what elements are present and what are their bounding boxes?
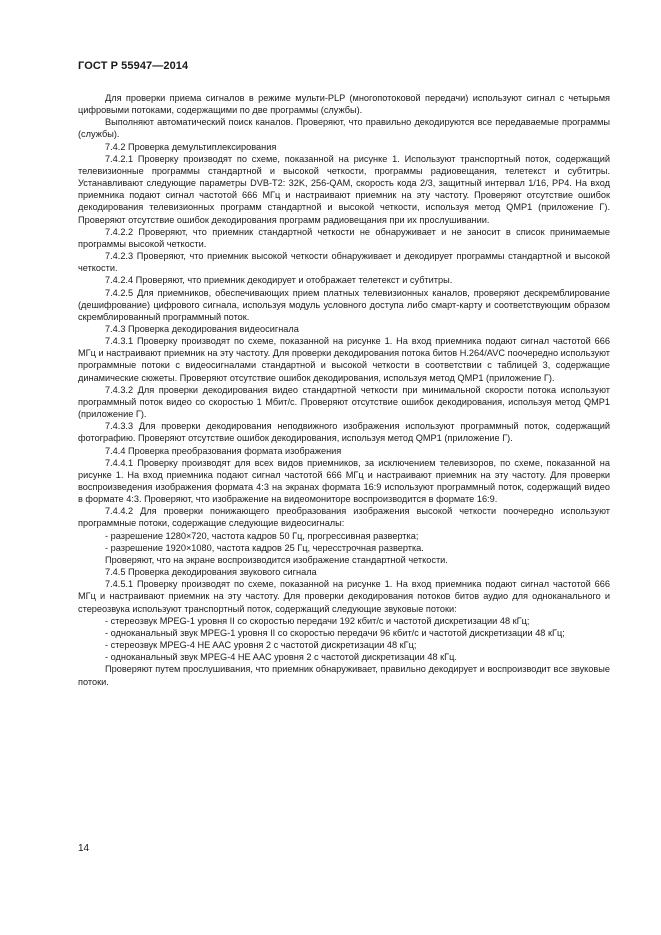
paragraph: 7.4.2.1 Проверку производят по схеме, показанной на рисунке 1. Используют транспортный поток, содержащий телевизионные программы стандартной и высокой четкости, программы радиовещания, телетекст и субтитры. Устанавливают следующие параметры DVB-T2: 32K, 256-QAM, скорость кода 2/3, защитный интервал 1/16, PP4. На вход приемника подают сигнал частотой 666 МГц и настраивают приемник на эту частоту. Проверяют отсутствие ошибок декодирования телевизионных программ стандартной и высокой четкости, используя метод QMP1 (приложение Г). Проверяют отсутствие ошибок декодирования программ радиовещания при их прослушивании. xyxy=(78,153,610,225)
paragraph: 7.4.2.5 Для приемников, обеспечивающих прием платных телевизионных каналов, проверяют дескремблирование (дешифрование) цифрового сигнала, используя модуль условного доступа либо смарт-карту и соответствующим образом скремблированный программный поток. xyxy=(78,287,610,322)
section-heading: 7.4.3 Проверка декодирования видеосигнала xyxy=(105,323,299,334)
paragraph: 7.4.2.2 Проверяют, что приемник стандартной четкости не обнаруживает и не заносит в список принимаемые программы высокой четкости. xyxy=(78,226,610,249)
paragraph: 7.4.2.3 Проверяют, что приемник высокой четкости обнаруживает и декодирует программы стандартной и высокой четкости. xyxy=(78,251,610,274)
page-number: 14 xyxy=(78,843,90,854)
section-heading: 7.4.2 Проверка демультиплексирования xyxy=(105,141,277,152)
paragraph: 7.4.2.4 Проверяют, что приемник декодирует и отображает телетекст и субтитры. xyxy=(105,275,453,286)
section-heading: 7.4.4 Проверка преобразования формата изображения xyxy=(105,445,342,456)
list-item: - разрешение 1280×720, частота кадров 50 Гц, прогрессивная развертка; xyxy=(105,530,419,541)
document-header: ГОСТ Р 55947—2014 xyxy=(78,60,189,72)
paragraph: Проверяют путем прослушивания, что приемник обнаруживает, правильно декодирует и воспроизводит все звуковые потоки. xyxy=(78,664,610,687)
list-item: - разрешение 1920×1080, частота кадров 25 Гц, чересстрочная развертка. xyxy=(105,542,424,553)
paragraph: 7.4.5.1 Проверку производят по схеме, показанной на рисунке 1. На вход приемника подают сигнал частотой 666 МГц и настраивают приемник на эту частоту. Для проверки декодирования потоков битов аудио для одноканального и стереозвука используют транспортный поток, содержащий следующие звуковые потоки: xyxy=(78,579,610,614)
list-item: - одноканальный звук MPEG-1 уровня II со скоростью передачи 96 кбит/с и частотой дискретизации 48 кГц; xyxy=(105,627,565,638)
paragraph: Выполняют автоматический поиск каналов. Проверяют, что правильно декодируются все передаваемые программы (службы). xyxy=(78,117,610,140)
paragraph: 7.4.4.2 Для проверки понижающего преобразования изображения высокой четкости поочередно используют программные потоки, содержащие следующие видеосигналы: xyxy=(78,506,610,529)
list-item: - одноканальный звук MPEG-4 HE AAC уровня 2 с частотой дискретизации 48 кГц. xyxy=(105,652,457,663)
paragraph: 7.4.3.1 Проверку производят по схеме, показанной на рисунке 1. На вход приемника подают сигнал частотой 666 МГц и настраивают приемник на эту частоту. Для проверки декодирования потока битов H.264/AVC поочередно используют программные потоки с видеосигналами стандартной и высокой четкости в соответствии с таблицей 3, содержащие динамические сюжеты. Проверяют отсутствие ошибок декодирования, используя метод QMP1 (приложение Г). xyxy=(78,336,610,383)
paragraph: Проверяют, что на экране воспроизводится изображение стандартной четкости. xyxy=(105,554,448,565)
document-body xyxy=(78,92,610,688)
list-item: - стереозвук MPEG-1 уровня II со скоростью передачи 192 кбит/с и частотой дискретизации 48 кГц; xyxy=(105,615,530,626)
paragraph: 7.4.3.3 Для проверки декодирования неподвижного изображения используют программный поток, содержащий фотографию. Проверяют отсутствие ошибок декодирования, используя метод QMP1 (приложение Г). xyxy=(78,421,610,444)
paragraph: 7.4.4.1 Проверку производят для всех видов приемников, за исключением телевизоров, по схеме, показанной на рисунке 1. На вход приемника подают сигнал частотой 666 МГц и настраивают приемник на эту частоту. Для проверки воспроизведения изображения формата 4:3 на экранах формата 16:9 используют программный поток, содержащий видео в формате 4:3. Проверяют, что изображение на видеомониторе воспроизводится в формате 16:9. xyxy=(78,457,610,505)
section-heading: 7.4.5 Проверка декодирования звукового сигнала xyxy=(105,567,317,578)
paragraph: 7.4.3.2 Для проверки декодирования видео стандартной четкости при минимальной скорости потока используют программный поток видео со скоростью 1 Мбит/с. Проверяют отсутствие ошибок декодирования, используя метод QMP1 (приложение Г). xyxy=(78,384,610,420)
list-item: - стереозвук MPEG-4 HE AAC уровня 2 с частотой дискретизации 48 кГц; xyxy=(105,640,417,651)
paragraph: Для проверки приема сигналов в режиме мульти-PLP (многопотоковой передачи) используют сигнал с четырьмя цифровыми потоками, содержащими по две программы (службы). xyxy=(78,93,610,116)
